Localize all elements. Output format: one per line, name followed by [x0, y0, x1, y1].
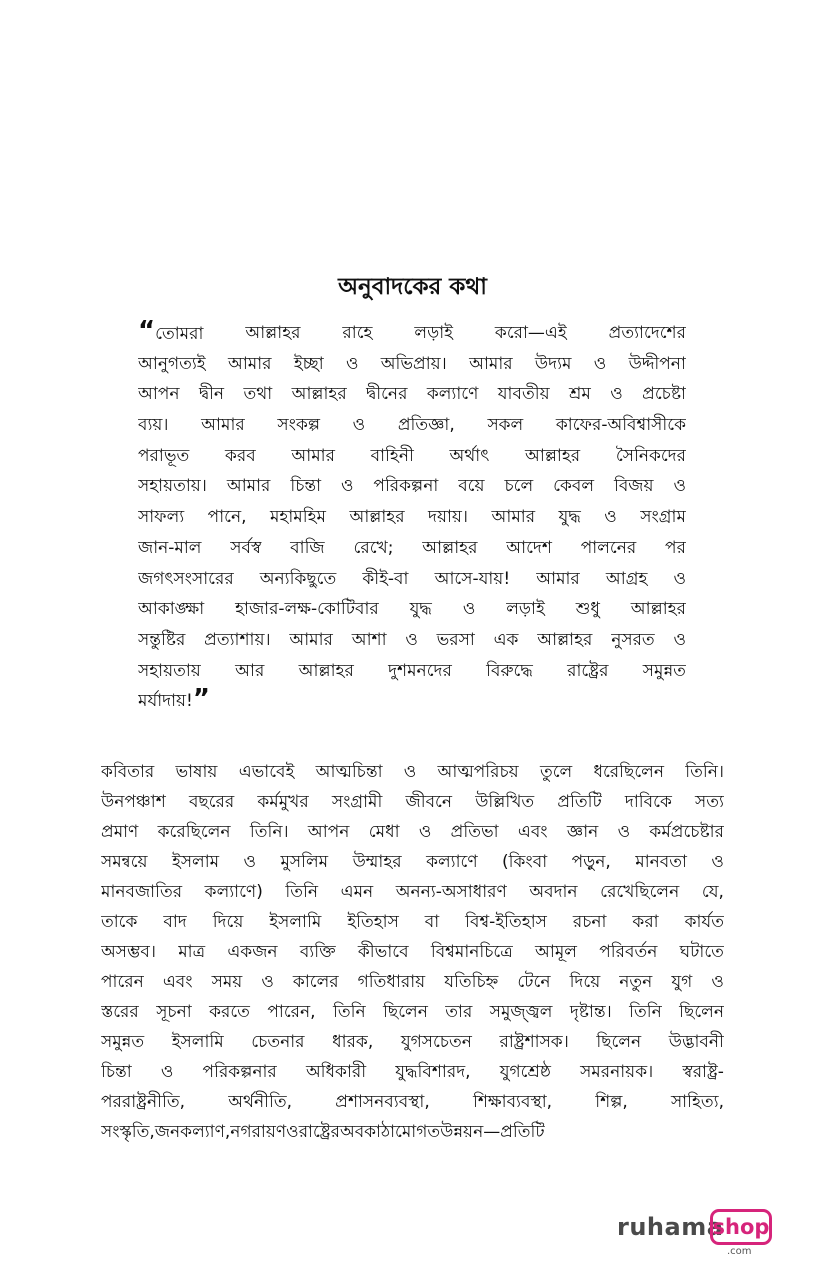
quote-word: ও: [610, 384, 623, 405]
body-word: পড়ুন,: [571, 852, 611, 872]
body-word: আমূল: [535, 942, 577, 962]
quote-word: আল্লাহর: [245, 323, 301, 343]
quote-word: বিজয়: [613, 476, 654, 497]
body-word: মানবতা: [635, 852, 687, 872]
quote-word: পানে,: [207, 507, 247, 528]
quote-line: [138, 656, 686, 687]
quote-word: যুদ্ধ: [409, 599, 432, 620]
quote-word: এক: [493, 629, 519, 650]
body-word: কীভাবে: [357, 942, 409, 962]
quote-word: সংকল্প: [277, 415, 320, 436]
body-word: এবং: [517, 822, 548, 842]
body-word: কার্যত: [684, 912, 724, 932]
body-word: সময়: [211, 972, 243, 992]
quote-word: আমার: [491, 507, 536, 528]
quote-block: [138, 318, 686, 717]
quote-word: উদ্দীপনা: [628, 353, 686, 374]
body-word: সত্য: [695, 792, 724, 812]
body-word: ছিলেন: [679, 1002, 724, 1022]
body-word: জ্ঞান: [566, 822, 599, 842]
body-word: তিনি।: [249, 822, 289, 842]
body-word: দৃষ্টান্ত।: [569, 1002, 612, 1022]
body-word: জনকল্যাণ,: [154, 1122, 231, 1142]
body-word: ঘটাতে: [679, 942, 724, 962]
quote-word: করব: [224, 445, 256, 466]
quote-word: বয়ে: [458, 476, 485, 497]
quote-word: সর্বস্ব: [230, 537, 262, 558]
quote-word: ইচ্ছা: [293, 353, 324, 374]
body-word: পারেন,: [267, 1002, 316, 1022]
body-line: [101, 1027, 724, 1057]
body-word: বা: [424, 912, 440, 932]
body-word: একজন: [227, 942, 278, 962]
quote-word: ও: [340, 476, 354, 497]
body-text: [101, 757, 724, 1147]
body-word: এমন: [340, 882, 374, 902]
quote-word: ও: [604, 507, 617, 528]
body-word: সূচনা: [156, 1002, 192, 1022]
quote-word: মহামহিম: [269, 507, 326, 528]
quote-word: দ্বীনের: [366, 384, 408, 405]
body-word: নতুন: [619, 972, 653, 992]
quote-word: ব্যয়।: [138, 415, 169, 436]
quote-word: ও: [673, 476, 686, 497]
body-word: সমন্বয়ে: [101, 852, 148, 872]
body-word: ছিলেন: [596, 1032, 642, 1052]
body-word: ইসলামি: [269, 912, 322, 932]
body-line: [101, 967, 724, 997]
quote-word: চলে: [504, 476, 534, 497]
body-word: তিনি।: [685, 762, 724, 782]
body-word: চিন্তা: [101, 1062, 132, 1082]
quote-word: ও: [352, 415, 366, 436]
quote-word: শ্রম: [569, 384, 591, 405]
quote-word: সমুন্নত: [642, 660, 686, 681]
body-word: স্তরের: [101, 1002, 139, 1022]
body-line: [101, 877, 724, 907]
quote-word: আগ্রহ: [605, 568, 648, 589]
quote-line: [138, 318, 686, 349]
quote-word: জান-মাল: [138, 537, 202, 558]
body-word: যুগসচেতন: [400, 1032, 472, 1052]
quote-word: আপন: [138, 384, 180, 405]
quote-word: পালনের: [580, 537, 637, 558]
quote-word: আমার: [289, 629, 333, 650]
close-quote-mark: ”: [192, 686, 210, 715]
quote-line: [138, 379, 686, 410]
quote-word: প্রত্যাদেশের: [608, 323, 686, 343]
quote-word: দ্বীন: [198, 384, 225, 405]
body-word: আত্মপরিচয়: [437, 762, 519, 782]
body-word: ও: [418, 822, 432, 842]
quote-word: আল্লাহর: [291, 384, 347, 405]
body-word: ছিলেন: [383, 1002, 428, 1022]
brand-ruhama-text: ruhama: [617, 1213, 724, 1241]
body-word: কর্মপ্রচেষ্টার: [649, 822, 724, 842]
quote-word: সহায়তায়: [138, 660, 201, 681]
body-word: অনন্য-অসাধারণ: [395, 882, 507, 902]
brand-shop-badge: [710, 1209, 772, 1245]
body-line: [101, 757, 724, 787]
body-word: নগরায়ণ: [230, 1122, 287, 1142]
quote-word: আল্লাহর: [525, 445, 581, 466]
quote-word: আনুগত্যই: [138, 353, 206, 374]
body-word: সংগ্রামী: [331, 792, 383, 812]
quote-word: সংগ্রাম: [640, 507, 686, 528]
quote-word: ভরসা: [436, 629, 475, 650]
quote-word: ও: [405, 629, 418, 650]
quote-word: আল্লাহর: [537, 629, 593, 650]
quote-word: রাহে: [342, 323, 373, 343]
body-word: বাদ: [163, 912, 187, 932]
body-word: আত্মচিন্তা: [315, 762, 383, 782]
body-word: মাত্র: [178, 942, 206, 962]
quote-word: আর: [235, 660, 265, 681]
body-line: [101, 997, 724, 1027]
quote-word: আল্লাহর: [298, 660, 354, 681]
body-word: বিশ্বমানচিত্রে: [430, 942, 513, 962]
body-word: কর্মমুখর: [257, 792, 309, 812]
quote-word: ও: [345, 353, 359, 374]
body-word: প্রতিভা: [450, 822, 499, 842]
body-word: ও: [286, 1122, 299, 1142]
body-word: করেছিলেন: [157, 822, 231, 842]
quote-word: দুশমনদের: [388, 660, 452, 681]
body-word: দাবিকে: [624, 792, 672, 812]
body-word: ও: [243, 852, 257, 872]
quote-word: আল্লাহর: [422, 537, 478, 558]
quote-word: রেখে;: [353, 537, 394, 558]
body-word: টেনে: [517, 972, 551, 992]
brand-shop-text: shop: [712, 1214, 770, 1239]
quote-word: আমার: [226, 476, 271, 497]
body-word: দিয়ে: [212, 912, 244, 932]
quote-word: যাবতীয়: [497, 384, 550, 405]
quote-word: উদ্যম: [534, 353, 572, 374]
body-word: এভাবেই: [238, 762, 295, 782]
quote-word: বাজি: [290, 537, 325, 558]
body-word: ও: [617, 822, 631, 842]
quote-word: সাফল্য: [138, 507, 185, 528]
quote-word: চিন্তা: [290, 476, 322, 497]
body-word: তাকে: [101, 912, 138, 932]
body-word: কল্যাণে: [426, 852, 478, 872]
quote-word: সন্তুষ্টির: [138, 629, 186, 650]
quote-line: [138, 349, 686, 380]
body-word: সমুজ্জ্বল: [489, 1002, 553, 1022]
body-line: [101, 1057, 724, 1087]
body-word: উম্মাহর: [352, 852, 402, 872]
body-word: করা: [632, 912, 659, 932]
body-word: উল্লিখিত: [475, 792, 535, 812]
body-word: ও: [261, 972, 274, 992]
body-word: ভাষায়: [175, 762, 218, 782]
quote-word: আসে-যায়!: [434, 568, 511, 589]
quote-word: প্রচেষ্টা: [642, 384, 686, 405]
quote-word: আল্লাহর: [630, 599, 686, 620]
body-word: করতে: [209, 1002, 250, 1022]
quote-word: কল্যাণে: [426, 384, 479, 405]
body-word: অধিকারী: [305, 1062, 367, 1082]
body-line: [101, 787, 724, 817]
body-word: পারেন: [101, 972, 144, 992]
open-quote-mark: “: [138, 318, 156, 346]
quote-word: পরাভূত: [138, 445, 190, 466]
quote-word: সকল: [487, 415, 524, 436]
body-word: স্বরাষ্ট্র-: [682, 1062, 724, 1082]
quote-word: হাজার-লক্ষ-কোটিবার: [235, 599, 379, 620]
quote-word: পরিকল্পনা: [373, 476, 439, 497]
quote-line: [138, 686, 686, 717]
body-line: [101, 1087, 724, 1117]
quote-word: বাহিনী: [370, 445, 414, 466]
quote-word: সহায়তায়।: [138, 476, 207, 497]
page-title: অনুবাদকের কথা: [338, 274, 487, 301]
quote-word: আল্লাহর: [349, 507, 405, 528]
quote-word: আমার: [227, 353, 272, 374]
quote-word: কেবল: [553, 476, 595, 497]
body-word: (কিংবা: [502, 852, 548, 872]
quote-word: অর্থাৎ: [449, 445, 490, 466]
quote-word: কীই-বা: [362, 568, 409, 589]
body-word: যুগ: [671, 972, 693, 992]
quote-line: [138, 502, 686, 533]
body-word: যুদ্ধবিশারদ,: [395, 1062, 471, 1082]
quote-word: আমার: [536, 568, 580, 589]
body-word: অবদান: [529, 882, 578, 902]
quote-word: করো—এই: [494, 323, 567, 343]
quote-word: আমার: [201, 415, 245, 436]
quote-word: ও: [673, 629, 686, 650]
body-word: ও: [711, 852, 724, 872]
body-word: অবকাঠামোগত: [339, 1122, 441, 1142]
quote-word: দয়ায়।: [428, 507, 469, 528]
body-word: ইতিহাস: [347, 912, 399, 932]
body-word: বিশ্ব-ইতিহাস: [465, 912, 547, 932]
quote-line: [138, 410, 686, 441]
quote-word: প্রত্যাশায়।: [204, 629, 271, 650]
body-word: সাহিত্য,: [670, 1092, 724, 1112]
quote-line: [138, 441, 686, 472]
quote-word: ও: [462, 599, 476, 620]
quote-line: [138, 564, 686, 595]
quote-word: তোমরা: [155, 324, 204, 344]
quote-word: আদেশ: [506, 537, 552, 558]
body-word: পরিবর্তন: [599, 942, 658, 962]
quote-word: আমার: [291, 445, 335, 466]
quote-line: [138, 471, 686, 502]
body-word: এবং: [162, 972, 193, 992]
body-word: সমরনায়ক।: [580, 1062, 654, 1082]
quote-word: প্রতিজ্ঞা,: [397, 415, 455, 436]
body-word: তিনি: [332, 1002, 366, 1022]
body-word: তিনি: [629, 1002, 662, 1022]
body-word: রেখেছিলেন: [600, 882, 680, 902]
body-word: প্রমাণ: [101, 822, 139, 842]
body-word: অসম্ভব।: [101, 942, 156, 962]
body-word: গতিধারায়: [357, 972, 426, 992]
body-word: ইসলাম: [171, 852, 220, 872]
body-word: প্রশাসনব্যবস্থা,: [335, 1092, 430, 1112]
body-word: মেধা: [368, 822, 400, 842]
body-word: কল্যাণে): [204, 882, 263, 902]
body-word: ও: [403, 762, 417, 782]
body-line: [101, 847, 724, 877]
quote-word: লড়াই: [506, 599, 545, 620]
quote-word: যুদ্ধ: [558, 507, 581, 528]
body-word: কবিতার: [101, 762, 155, 782]
quote-word: আকাঙ্ক্ষা: [138, 599, 205, 620]
quote-word: শুধু: [575, 599, 600, 620]
quote-word: মর্যাদায়!: [138, 691, 193, 712]
body-word: যুগশ্রেষ্ঠ: [499, 1062, 551, 1082]
quote-word: লড়াই: [414, 323, 453, 343]
quote-word: রাষ্ট্রের: [567, 660, 609, 681]
body-word: ধারক,: [332, 1032, 374, 1052]
quote-word: অন্যকিছুতে: [259, 568, 337, 589]
body-word: পররাষ্ট্রনীতি,: [101, 1092, 186, 1112]
quote-word: জগৎসংসারের: [138, 568, 234, 589]
quote-word: কাফের-অবিশ্বাসীকে: [555, 415, 686, 436]
body-line: [101, 1117, 724, 1147]
body-word: উদ্ভাবনী: [668, 1032, 724, 1052]
body-word: যে,: [701, 882, 724, 902]
quote-word: অভিপ্রায়।: [380, 353, 447, 374]
body-word: প্রতিটি: [557, 792, 602, 812]
body-word: ও: [711, 972, 724, 992]
quote-word: ও: [673, 568, 686, 589]
body-word: রাষ্ট্রশাসক।: [499, 1032, 569, 1052]
body-word: মানবজাতির: [101, 882, 183, 902]
body-word: শিক্ষাব্যবস্থা,: [472, 1092, 553, 1112]
body-word: ইসলামি: [171, 1032, 224, 1052]
body-word: কালের: [292, 972, 339, 992]
body-word: দিয়ে: [569, 972, 601, 992]
body-word: মুসলিম: [280, 852, 329, 872]
quote-word: নুসরত: [611, 629, 655, 650]
quote-word: ও: [593, 353, 607, 374]
body-word: ও: [160, 1062, 174, 1082]
body-word: ব্যক্তি: [299, 942, 336, 962]
quote-word: বিরুদ্ধে: [486, 660, 533, 681]
body-line: [101, 817, 724, 847]
body-word: তার: [445, 1002, 473, 1022]
body-word: আপন: [307, 822, 350, 842]
body-word: সমুন্নত: [101, 1032, 145, 1052]
body-word: পরিকল্পনার: [202, 1062, 277, 1082]
body-word: শিল্প,: [595, 1092, 628, 1112]
body-word: তিনি: [285, 882, 319, 902]
quote-word: পর: [665, 537, 686, 558]
body-word: ধরেছিলেন: [593, 762, 664, 782]
quote-line: [138, 594, 686, 625]
body-word: জীবনে: [405, 792, 453, 812]
quote-word: তথা: [243, 384, 273, 405]
body-word: বছরের: [188, 792, 235, 812]
body-word: তুলে: [539, 762, 573, 782]
body-line: [101, 937, 724, 967]
quote-word: সৈনিকদের: [615, 445, 686, 466]
quote-line: [138, 625, 686, 656]
body-word: অর্থনীতি,: [228, 1092, 293, 1112]
body-word: চেতনার: [251, 1032, 305, 1052]
body-word: রাষ্ট্রের: [298, 1122, 340, 1142]
body-word: সংস্কৃতি,: [101, 1122, 155, 1142]
body-word: রচনা: [572, 912, 607, 932]
quote-word: আশা: [351, 629, 387, 650]
body-line: [101, 907, 724, 937]
body-word: যতিচিহ্ন: [444, 972, 499, 992]
brand-watermark: [617, 1209, 777, 1261]
body-word: উনপঞ্চাশ: [101, 792, 166, 812]
quote-line: [138, 533, 686, 564]
quote-word: আমার: [469, 353, 513, 374]
body-word: উন্নয়ন—প্রতিটি: [440, 1122, 545, 1142]
brand-com-text: .com: [727, 1246, 752, 1257]
